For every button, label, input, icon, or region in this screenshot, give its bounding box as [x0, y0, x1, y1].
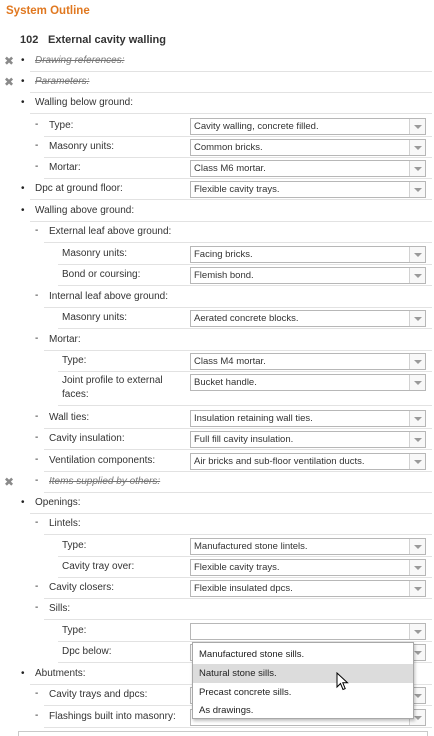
system-name: External cavity walling — [48, 34, 166, 46]
row-label: Abutments: — [35, 668, 86, 679]
chevron-down-icon[interactable] — [409, 161, 425, 176]
close-x-icon[interactable]: ✖ — [4, 54, 15, 68]
row-divider — [44, 449, 432, 450]
close-x-icon[interactable]: ✖ — [4, 75, 15, 89]
dropdown-option[interactable]: Precast concrete sills. — [199, 687, 292, 698]
row-divider — [44, 727, 432, 728]
outline-row-wall-ties — [0, 408, 432, 429]
outline-row-below-masonry-units — [0, 137, 432, 158]
row-label: Drawing references: — [35, 55, 125, 66]
select-value: Flexible cavity trays. — [194, 184, 280, 195]
select-value: Flexible insulated dpcs. — [194, 583, 293, 594]
chevron-down-icon[interactable] — [409, 560, 425, 575]
select-value: Cavity walling, concrete filled. — [194, 121, 319, 132]
row-label: Type: — [62, 540, 87, 551]
row-label: Internal leaf above ground: — [49, 291, 168, 302]
select-value: Class M6 mortar. — [194, 163, 266, 174]
row-divider — [30, 199, 432, 200]
row-label: Masonry units: — [49, 141, 115, 152]
dash-bullet-icon: - — [35, 161, 39, 172]
chevron-down-icon[interactable] — [409, 140, 425, 155]
outline-row-joint-profile — [0, 372, 432, 406]
outline-row-ventilation — [0, 451, 432, 472]
row-label: Ventilation components: — [49, 455, 156, 466]
sill-type-select[interactable] — [190, 623, 426, 640]
sill-type-dropdown-list[interactable] — [192, 642, 414, 719]
dpc-select[interactable] — [190, 181, 426, 198]
joint-profile-select[interactable] — [190, 374, 426, 391]
expanded-bullet-icon[interactable]: • — [21, 76, 25, 87]
ext-masonry-units-select[interactable] — [190, 246, 426, 263]
dropdown-option[interactable]: As drawings. — [199, 705, 254, 716]
select-value: Manufactured stone lintels. — [194, 541, 308, 552]
row-label: Items supplied by others: — [49, 476, 161, 487]
row-label: Wall ties: — [49, 412, 90, 423]
row-divider — [44, 242, 432, 243]
row-label: Cavity tray over: — [62, 561, 135, 572]
row-label: Lintels: — [49, 518, 81, 529]
expanded-bullet-icon[interactable]: • — [21, 183, 25, 194]
select-value: Flemish bond. — [194, 270, 254, 281]
row-label: Masonry units: — [62, 312, 128, 323]
chevron-down-icon[interactable] — [409, 247, 425, 262]
row-label: Flashings built into masonry: — [49, 711, 176, 722]
row-divider — [44, 619, 432, 620]
dash-bullet-icon: - — [35, 225, 39, 236]
int-masonry-units-select[interactable] — [190, 310, 426, 327]
chevron-down-icon[interactable] — [409, 375, 425, 390]
chevron-down-icon[interactable] — [409, 454, 425, 469]
row-label: Type: — [49, 120, 74, 131]
type-select[interactable] — [190, 118, 426, 135]
close-x-icon[interactable]: ✖ — [4, 475, 15, 489]
outline-row-parameters[interactable] — [0, 72, 432, 93]
expanded-bullet-icon[interactable]: • — [21, 497, 25, 508]
chevron-down-icon[interactable] — [409, 119, 425, 134]
system-heading — [20, 34, 166, 46]
expanded-bullet-icon[interactable]: • — [21, 668, 25, 679]
bond-select[interactable] — [190, 267, 426, 284]
row-divider — [44, 534, 432, 535]
select-value: Full fill cavity insulation. — [194, 434, 294, 445]
dash-bullet-icon: - — [35, 411, 39, 422]
dash-bullet-icon: - — [35, 688, 39, 699]
outline-row-bond-coursing — [0, 265, 432, 286]
dash-bullet-icon: - — [35, 119, 39, 130]
select-value: Air bricks and sub-floor ventilation ducts. — [194, 456, 365, 467]
row-divider — [30, 113, 432, 114]
select-value: Insulation retaining wall ties. — [194, 413, 313, 424]
outline-row-lintel-type — [0, 536, 432, 557]
outline-row-sill-type — [0, 621, 432, 642]
chevron-down-icon[interactable] — [409, 624, 425, 639]
outline-row-openings[interactable] — [0, 493, 432, 514]
panel-title: System Outline — [6, 5, 90, 17]
outline-row-internal-leaf[interactable] — [0, 287, 432, 308]
select-value: Aerated concrete blocks. — [194, 313, 299, 324]
row-label: Dpc at ground floor: — [35, 183, 123, 194]
dropdown-option-hovered[interactable]: Natural stone sills. — [193, 664, 413, 683]
outline-row-lintels[interactable] — [0, 514, 432, 535]
mortar-select[interactable] — [190, 160, 426, 177]
row-label: Type: — [62, 355, 87, 366]
row-label: Cavity insulation: — [49, 433, 125, 444]
chevron-down-icon[interactable] — [409, 311, 425, 326]
mortar-type-select[interactable] — [190, 353, 426, 370]
dash-bullet-icon: - — [35, 333, 39, 344]
outline-row-drawing-references[interactable] — [0, 51, 432, 72]
chevron-down-icon[interactable] — [409, 432, 425, 447]
next-panel-edge — [18, 731, 428, 736]
expanded-bullet-icon[interactable]: • — [21, 205, 25, 216]
dropdown-option[interactable]: Manufactured stone sills. — [199, 649, 305, 660]
row-label: Mortar: — [49, 162, 81, 173]
dash-bullet-icon: - — [35, 140, 39, 151]
lintel-type-select[interactable] — [190, 538, 426, 555]
chevron-down-icon[interactable] — [409, 411, 425, 426]
row-label: Bond or coursing: — [62, 269, 141, 280]
chevron-down-icon[interactable] — [409, 268, 425, 283]
select-value: Class M4 mortar. — [194, 356, 266, 367]
mouse-pointer-icon — [336, 672, 350, 692]
expanded-bullet-icon[interactable]: • — [21, 97, 25, 108]
outline-row-below-mortar — [0, 158, 432, 179]
select-value: Common bricks. — [194, 142, 263, 153]
outline-row-cavity-insulation — [0, 429, 432, 450]
ventilation-select[interactable] — [190, 453, 426, 470]
row-label: Type: — [62, 625, 87, 636]
system-code: 102 — [20, 34, 39, 46]
chevron-down-icon[interactable] — [409, 354, 425, 369]
row-label: Mortar: — [49, 334, 81, 345]
select-value: Bucket handle. — [194, 377, 257, 388]
wall-ties-select[interactable] — [190, 410, 426, 427]
outline-row-int-masonry-units — [0, 308, 432, 329]
row-label: Cavity closers: — [49, 582, 115, 593]
row-label: Sills: — [49, 603, 71, 614]
cavity-closers-select[interactable] — [190, 580, 426, 597]
chevron-down-icon[interactable] — [409, 182, 425, 197]
outline-row-cavity-tray-over — [0, 557, 432, 578]
outline-row-walling-above-ground[interactable] — [0, 201, 432, 222]
row-label: Walling above ground: — [35, 205, 135, 216]
dash-bullet-icon: - — [35, 432, 39, 443]
row-label: Joint profile to external faces: — [62, 375, 163, 400]
row-label: Dpc below: — [62, 646, 112, 657]
outline-row-items-supplied[interactable] — [0, 472, 432, 493]
outline-row-mortar-type — [0, 351, 432, 372]
row-label: Walling below ground: — [35, 97, 134, 108]
dash-bullet-icon: - — [35, 581, 39, 592]
row-label: Openings: — [35, 497, 81, 508]
row-label: Masonry units: — [62, 248, 128, 259]
outline-row-external-leaf[interactable] — [0, 222, 432, 243]
dash-bullet-icon: - — [35, 290, 39, 301]
chevron-down-icon[interactable] — [409, 581, 425, 596]
dash-bullet-icon: - — [35, 517, 39, 528]
select-value: Facing bricks. — [194, 249, 253, 260]
row-divider — [58, 285, 432, 286]
dash-bullet-icon: - — [35, 475, 39, 486]
row-divider — [58, 328, 432, 329]
dash-bullet-icon: - — [35, 454, 39, 465]
chevron-down-icon[interactable] — [409, 539, 425, 554]
outline-row-sills[interactable] — [0, 599, 432, 620]
dash-bullet-icon: - — [35, 710, 39, 721]
masonry-units-select[interactable] — [190, 139, 426, 156]
outline-row-dpc-ground-floor — [0, 179, 432, 200]
outline-row-cavity-closers — [0, 578, 432, 599]
dash-bullet-icon: - — [35, 602, 39, 613]
cavity-tray-select[interactable] — [190, 559, 426, 576]
row-divider — [58, 405, 432, 406]
outline-row-mortar-group[interactable] — [0, 330, 432, 351]
row-label: Cavity trays and dpcs: — [49, 689, 148, 700]
row-label: Parameters: — [35, 76, 90, 87]
cavity-insulation-select[interactable] — [190, 431, 426, 448]
outline-row-ext-masonry-units — [0, 244, 432, 265]
outline-row-walling-below-ground[interactable] — [0, 93, 432, 114]
expanded-bullet-icon[interactable]: • — [21, 55, 25, 66]
outline-row-below-type — [0, 116, 432, 137]
select-value: Flexible cavity trays. — [194, 562, 280, 573]
row-label: External leaf above ground: — [49, 226, 172, 237]
